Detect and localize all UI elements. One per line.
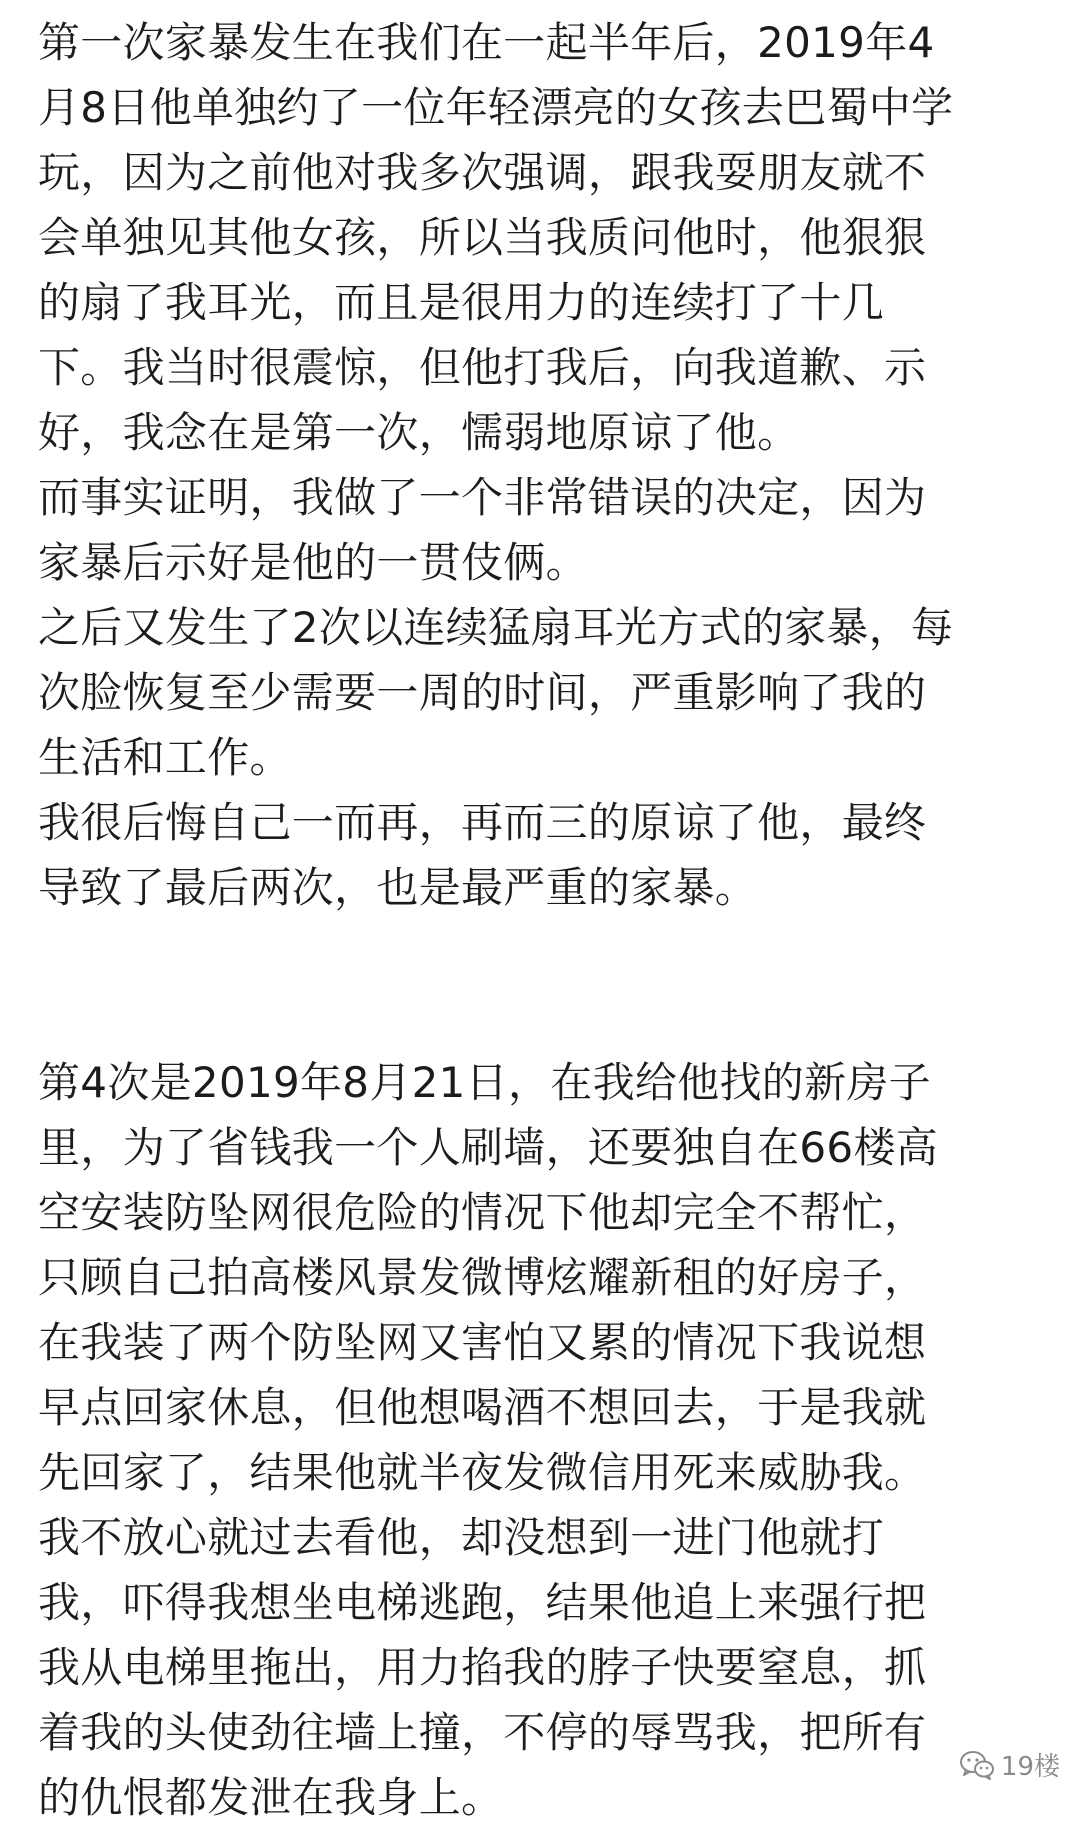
text-line: 我不放心就过去看他，却没想到一进门他就打 [38,1513,885,1562]
text-line: 次脸恢复至少需要一周的时间，严重影响了我的 [38,668,927,717]
paragraph [38,595,1048,790]
text-line: 着我的头使劲往墙上撞，不停的辱骂我，把所有 [38,1708,927,1757]
text-line: 先回家了，结果他就半夜发微信用死来威胁我。 [38,1448,927,1497]
text-line: 空安装防坠网很危险的情况下他却完全不帮忙， [38,1188,927,1237]
text-line: 只顾自己拍高楼风景发微博炫耀新租的好房子， [38,1253,927,1302]
text-line: 里，为了省钱我一个人刷墙，还要独自在66楼高 [38,1123,939,1172]
text-line: 第4次是2019年8月21日，在我给他找的新房子 [38,1058,931,1107]
text-line: 我很后悔自己一而再，再而三的原谅了他，最终 [38,798,927,847]
wechat-icon [959,1750,995,1780]
text-line: 好，我念在是第一次，懦弱地原谅了他。 [38,408,800,457]
text-line: 会单独见其他女孩，所以当我质问他时，他狠狠 [38,213,927,262]
text-line: 的扇了我耳光，而且是很用力的连续打了十几 [38,278,885,327]
text-line: 生活和工作。 [38,733,292,782]
text-line: 而事实证明，我做了一个非常错误的决定，因为 [38,473,927,522]
text-line: 我，吓得我想坐电梯逃跑，结果他追上来强行把 [38,1578,927,1627]
paragraph [38,465,1048,595]
text-line: 早点回家休息，但他想喝酒不想回去，于是我就 [38,1383,927,1432]
text-line: 在我装了两个防坠网又害怕又累的情况下我说想 [38,1318,927,1367]
text-line: 的仇恨都发泄在我身上。 [38,1773,504,1822]
paragraph-spacer [38,920,1048,1050]
text-line: 玩，因为之前他对我多次强调，跟我耍朋友就不 [38,148,927,197]
watermark-text: 19楼 [1000,1752,1060,1782]
text-line: 之后又发生了2次以连续猛扇耳光方式的家暴，每 [38,603,954,652]
watermark [959,1746,1060,1783]
text-line: 第一次家暴发生在我们在一起半年后，2019年4 [38,18,935,67]
paragraph [38,1050,1048,1830]
text-line: 家暴后示好是他的一贯伎俩。 [38,538,588,587]
text-line: 月8日他单独约了一位年轻漂亮的女孩去巴蜀中学 [38,83,954,132]
paragraph [38,790,1048,920]
text-line: 我从电梯里拖出，用力掐我的脖子快要窒息，抓 [38,1643,927,1692]
text-line: 导致了最后两次，也是最严重的家暴。 [38,863,758,912]
paragraph [38,10,1048,465]
article-body [38,10,1048,1830]
text-line: 下。我当时很震惊，但他打我后，向我道歉、示 [38,343,927,392]
